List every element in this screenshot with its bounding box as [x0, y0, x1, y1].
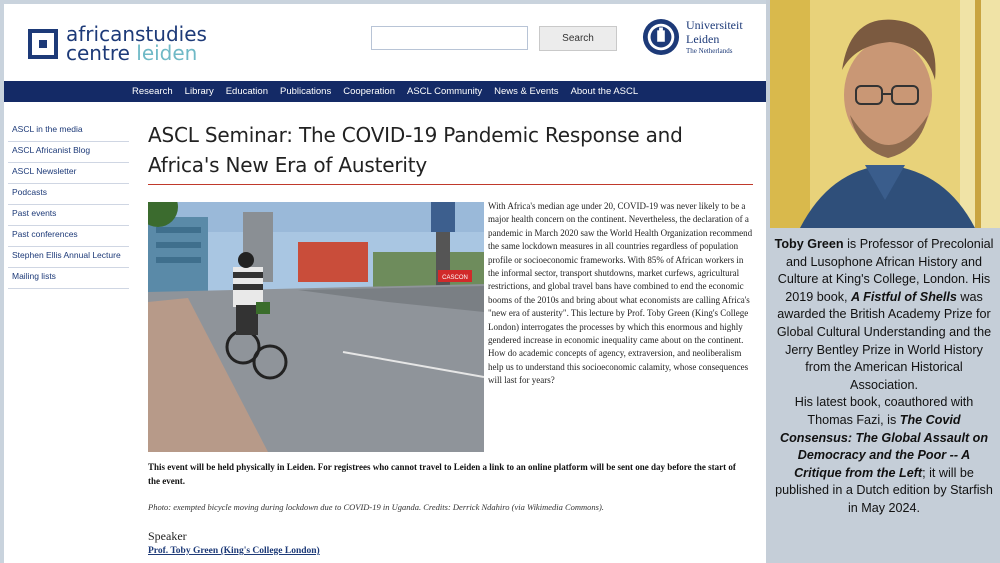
- speaker-link[interactable]: Prof. Toby Green (King's College London): [148, 546, 320, 556]
- nav-library[interactable]: Library: [184, 86, 214, 97]
- university-line2: Leiden: [686, 32, 720, 46]
- speaker-heading: Speaker: [148, 529, 187, 543]
- bio-text-3: His latest book, coauthored with Thomas Fazi, is: [794, 395, 974, 427]
- left-menu-item[interactable]: Mailing lists: [8, 268, 129, 289]
- page-title: ASCL Seminar: The COVID-19 Pandemic Response and Africa's New Era of Austerity: [148, 123, 683, 177]
- left-menu-item[interactable]: ASCL in the media: [8, 121, 129, 142]
- title-divider: [148, 184, 753, 185]
- left-menu-item[interactable]: Stephen Ellis Annual Lecture: [8, 247, 129, 268]
- speaker-portrait: [770, 0, 1000, 228]
- bio-name: Toby Green: [774, 237, 844, 251]
- left-menu-item[interactable]: Past events: [8, 205, 129, 226]
- search-input[interactable]: [371, 26, 528, 50]
- logo-line2-b: leiden: [136, 41, 198, 65]
- bio-text-2: was awarded the British Academy Prize for Global Cultural Understanding and the Jerry Bentley Prize in World History from the American Historical Association.: [776, 289, 992, 392]
- nav-ascl-community[interactable]: ASCL Community: [406, 86, 483, 97]
- left-menu-item[interactable]: Past conferences: [8, 226, 129, 247]
- article-body: With Africa's median age under 20, COVID-19 was never likely to be a major health concern on the continent. Nevertheless, the declaration of a pandemic in March 2020 saw the World Health Organization recommend the same lockdown measures in all countries regardless of population profile or socioeconomic frameworks. With 85% of African workers in the informal sector, transport shutdowns, market curfews, agricultural restrictions, and global travel bans have combined to end the economic booms of the 2010s and bring about what economists are calling Africa's "new era of austerity". This lecture by Prof. Toby Green (King's College London) interrogates the processes by which this enormous and highly gendered increase in economic inequality came about on the continent. How do academic concepts of agency, extraversion, and neoliberalism help us to understand this socioeconomic calamity, whose consequences will last for years?: [488, 201, 753, 386]
- cascon-sign: CASCON: [442, 275, 468, 281]
- main-nav: [4, 81, 766, 102]
- photo-caption: Photo: exempted bicycle moving during lockdown due to COVID-19 in Uganda. Credits: Derrick Ndahiro (via Wikimedia Commons).: [148, 502, 604, 512]
- bio-book-1: A Fistful of Shells: [851, 289, 957, 304]
- webpage: [4, 4, 766, 563]
- ascl-logo-mark-icon: [28, 29, 58, 59]
- bio-text-1: is Professor of Precolonial and Lusophone African History and Culture at King's College, London. His 2019 book,: [777, 237, 994, 304]
- left-menu: [8, 121, 129, 289]
- event-notice: This event will be held physically in Leiden. For registrees who cannot travel to Leiden a link to an online platform will be sent one day before the start of the event.: [148, 462, 736, 486]
- bio-book-2: The Covid Consensus: The Global Assault on Democracy and the Poor -- A Critique from the Left: [779, 412, 989, 480]
- university-line3: The Netherlands: [686, 47, 733, 55]
- left-menu-item[interactable]: ASCL Newsletter: [8, 163, 129, 184]
- logo-line1: africanstudies: [66, 22, 207, 46]
- left-menu-item[interactable]: Podcasts: [8, 184, 129, 205]
- university-line1: Universiteit: [686, 18, 743, 32]
- nav-research[interactable]: Research: [132, 86, 173, 97]
- bicycle-lockdown-photo: [148, 202, 484, 452]
- left-menu-item[interactable]: ASCL Africanist Blog: [8, 142, 129, 163]
- nav-publications[interactable]: Publications: [279, 86, 332, 97]
- ascl-logo[interactable]: [28, 22, 207, 65]
- search-button[interactable]: Search: [539, 26, 617, 51]
- bio-text-4: ; it will be published in a Dutch edition by Starfish in May 2024.: [775, 465, 993, 515]
- logo-line2-a: centre: [66, 41, 130, 65]
- leiden-university-logo[interactable]: [642, 18, 743, 56]
- nav-cooperation[interactable]: Cooperation: [343, 86, 395, 97]
- nav-about[interactable]: About the ASCL: [570, 86, 639, 97]
- nav-news-events[interactable]: News & Events: [494, 86, 559, 97]
- nav-education[interactable]: Education: [225, 86, 268, 97]
- university-seal-icon: [642, 18, 680, 56]
- speaker-bio: [773, 236, 995, 518]
